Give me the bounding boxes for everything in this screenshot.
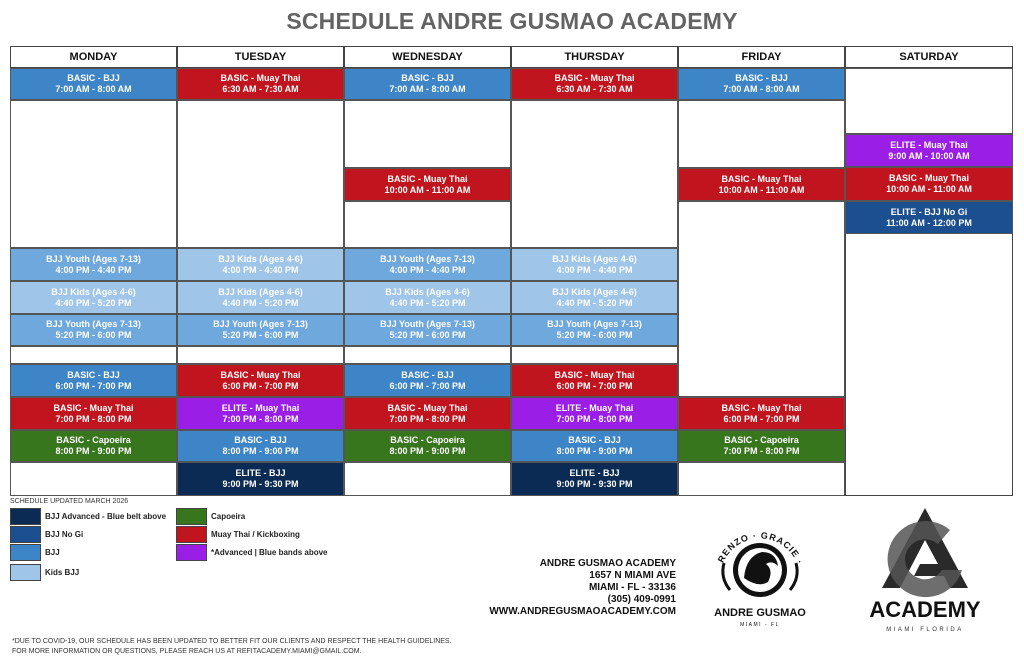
class-time: 7:00 PM - 8:00 PM [55, 413, 132, 424]
logo-arc-text: RENZO · GRACIE · [715, 530, 806, 567]
legend-item [10, 508, 166, 525]
class-block [511, 314, 678, 346]
class-time: 10:00 AM - 11:00 AM [718, 184, 805, 195]
class-name: BASIC - Capoeira [724, 435, 799, 445]
legend-label: Capoeira [211, 512, 246, 521]
class-name: BJJ Kids (Ages 4-6) [385, 286, 470, 297]
legend-swatch [176, 508, 207, 525]
class-block [678, 68, 845, 100]
class-block [678, 397, 845, 430]
class-time: 6:00 PM - 7:00 PM [723, 413, 800, 424]
class-name: BJJ Kids (Ages 4-6) [218, 253, 303, 264]
class-name: BASIC - Muay Thai [888, 173, 969, 183]
class-block [845, 134, 1013, 167]
class-block [177, 364, 344, 397]
legend-label: BJJ No Gi [45, 530, 84, 539]
day-header-saturday: SATURDAY [845, 46, 1013, 68]
class-block [344, 248, 511, 281]
logo-name-text: ANDRE GUSMAO [714, 607, 806, 619]
empty-slot [678, 201, 845, 397]
legend-item [10, 526, 83, 543]
class-block [177, 430, 344, 462]
class-name: BASIC - Capoeira [56, 435, 131, 445]
class-time: 4:40 PM - 5:20 PM [222, 297, 299, 308]
class-block [511, 397, 678, 430]
class-block [511, 281, 678, 314]
class-time: 6:00 PM - 7:00 PM [222, 380, 299, 391]
logo-location-text: MIAMI FLORIDA [886, 627, 964, 633]
class-name: BASIC - BJJ [401, 369, 454, 380]
class-block [177, 314, 344, 346]
class-time: 7:00 AM - 8:00 AM [55, 84, 132, 94]
legend-item [176, 508, 245, 525]
schedule-updated-note: SCHEDULE UPDATED MARCH 2026 [10, 498, 129, 505]
city: MIAMI - FL - 33136 [588, 582, 676, 593]
class-block [10, 314, 177, 346]
class-block [344, 430, 511, 462]
class-time: 9:00 AM - 10:00 AM [888, 150, 970, 161]
class-name: BASIC - BJJ [67, 369, 120, 380]
class-block [511, 364, 678, 397]
class-time: 8:00 PM - 9:00 PM [55, 446, 132, 456]
class-time: 7:00 AM - 8:00 AM [389, 84, 466, 94]
legend-swatch [10, 526, 41, 543]
empty-slot [10, 100, 177, 248]
academy-address [470, 558, 676, 618]
class-name: BASIC - BJJ [401, 73, 454, 83]
empty-slot [10, 346, 177, 364]
legend-label: BJJ [45, 548, 60, 557]
street: 1657 N MIAMI AVE [589, 570, 676, 581]
class-name: ELITE - BJJ [569, 468, 620, 478]
academy-name: ANDRE GUSMAO ACADEMY [539, 558, 676, 569]
ag-monogram-icon [850, 500, 1000, 640]
empty-slot [678, 462, 845, 496]
class-time: 8:00 PM - 9:00 PM [389, 446, 466, 456]
class-name: BASIC - Capoeira [390, 435, 465, 445]
class-time: 6:00 PM - 7:00 PM [556, 380, 633, 391]
class-time: 5:20 PM - 6:00 PM [55, 330, 132, 340]
class-block [177, 281, 344, 314]
class-block [177, 248, 344, 281]
class-block [10, 364, 177, 397]
class-name: BJJ Kids (Ages 4-6) [51, 286, 136, 297]
class-block [511, 68, 678, 100]
class-name: BASIC - BJJ [568, 435, 621, 445]
class-name: BASIC - Muay Thai [554, 369, 635, 380]
schedule-grid [10, 46, 1013, 496]
class-time: 4:40 PM - 5:20 PM [55, 297, 132, 308]
day-header-tuesday: TUESDAY [177, 46, 344, 68]
class-time: 10:00 AM - 11:00 AM [384, 184, 471, 195]
class-time: 10:00 AM - 11:00 AM [886, 184, 972, 194]
class-name: ELITE - Muay Thai [221, 402, 300, 413]
class-time: 4:00 PM - 4:40 PM [222, 264, 299, 275]
class-block [344, 314, 511, 346]
class-block [845, 201, 1013, 234]
class-time: 7:00 PM - 8:00 PM [222, 413, 299, 424]
class-time: 6:30 AM - 7:30 AM [222, 84, 299, 94]
empty-slot [344, 346, 511, 364]
legend-item [10, 564, 79, 581]
class-name: BASIC - BJJ [234, 435, 287, 445]
class-name: BJJ Youth (Ages 7-13) [380, 253, 475, 264]
class-time: 6:30 AM - 7:30 AM [556, 84, 633, 94]
page-title: SCHEDULE ANDRE GUSMAO ACADEMY [286, 8, 738, 34]
day-header-wednesday: WEDNESDAY [344, 46, 511, 68]
legend-swatch [10, 564, 41, 581]
class-name: BJJ Kids (Ages 4-6) [552, 253, 637, 264]
class-time: 6:00 PM - 7:00 PM [389, 380, 466, 391]
legend-label: Muay Thai / Kickboxing [211, 530, 300, 539]
class-block [344, 281, 511, 314]
class-name: BJJ Youth (Ages 7-13) [547, 319, 642, 329]
class-name: BJJ Kids (Ages 4-6) [552, 286, 637, 297]
legend-item [176, 544, 328, 561]
empty-slot [10, 462, 177, 496]
class-time: 11:00 AM - 12:00 PM [886, 217, 972, 228]
class-block [177, 397, 344, 430]
covid-notice: *DUE TO COVID-19, OUR SCHEDULE HAS BEEN UPDATED TO BETTER FIT OUR CLIENTS AND RESPECT THE HEALTH GUIDELINES. [12, 638, 452, 645]
class-name: BASIC - Muay Thai [220, 73, 301, 83]
class-name: BJJ Youth (Ages 7-13) [213, 319, 308, 329]
empty-slot [344, 462, 511, 496]
class-time: 5:20 PM - 6:00 PM [222, 330, 299, 340]
class-name: BASIC - Muay Thai [721, 402, 802, 413]
class-name: BASIC - BJJ [67, 73, 120, 83]
class-time: 4:40 PM - 5:20 PM [389, 297, 466, 308]
class-name: BASIC - BJJ [735, 73, 788, 83]
class-block [511, 462, 678, 496]
empty-slot [678, 100, 845, 168]
legend-label: Kids BJJ [45, 568, 80, 577]
class-block [344, 397, 511, 430]
renzo-gracie-logo [700, 508, 820, 633]
phone: (305) 409-0991 [607, 594, 676, 605]
website-link[interactable]: WWW.ANDREGUSMAOACADEMY.COM [489, 606, 676, 617]
class-name: BASIC - Muay Thai [721, 173, 802, 184]
class-time: 6:00 PM - 7:00 PM [55, 380, 132, 391]
class-block [511, 248, 678, 281]
class-time: 4:00 PM - 4:40 PM [389, 264, 466, 275]
empty-slot [511, 100, 678, 248]
class-time: 9:00 PM - 9:30 PM [556, 479, 633, 489]
logo-sub-text: MIAMI - FL [740, 622, 780, 628]
class-name: BASIC - Muay Thai [554, 73, 635, 83]
class-block [10, 430, 177, 462]
class-block [10, 281, 177, 314]
class-time: 5:20 PM - 6:00 PM [389, 330, 466, 340]
class-time: 9:00 PM - 9:30 PM [222, 479, 299, 489]
day-header-thursday: THURSDAY [511, 46, 678, 68]
class-name: ELITE - Muay Thai [555, 402, 634, 413]
class-name: ELITE - BJJ No Gi [890, 206, 968, 217]
class-block [511, 430, 678, 462]
legend-item [176, 526, 300, 543]
class-block [177, 68, 344, 100]
day-header-friday: FRIDAY [678, 46, 845, 68]
day-header-monday: MONDAY [10, 46, 177, 68]
panther-emblem-icon [700, 508, 820, 633]
class-time: 4:00 PM - 4:40 PM [556, 264, 633, 275]
class-block [344, 364, 511, 397]
empty-slot [845, 68, 1013, 134]
class-time: 5:20 PM - 6:00 PM [556, 330, 633, 340]
class-block [177, 462, 344, 496]
class-time: 7:00 PM - 8:00 PM [389, 413, 466, 424]
class-time: 7:00 AM - 8:00 AM [723, 84, 800, 94]
class-time: 4:00 PM - 4:40 PM [55, 264, 132, 275]
legend-swatch [176, 526, 207, 543]
class-block [678, 430, 845, 462]
class-time: 7:00 PM - 8:00 PM [556, 413, 633, 424]
class-name: BASIC - Muay Thai [220, 369, 301, 380]
legend-swatch [176, 544, 207, 561]
contact-notice: FOR MORE INFORMATION OR QUESTIONS, PLEASE REACH US AT REFITACADEMY.MIAMI@GMAIL.COM. [12, 648, 362, 655]
empty-slot [177, 346, 344, 364]
legend-label: *Advanced | Blue bands above [211, 548, 328, 557]
class-block [678, 168, 845, 201]
class-time: 7:00 PM - 8:00 PM [723, 446, 800, 456]
class-name: BJJ Kids (Ages 4-6) [218, 286, 303, 297]
class-time: 8:00 PM - 9:00 PM [556, 446, 633, 456]
logo-academy-text: ACADEMY [869, 597, 981, 622]
class-block [344, 168, 511, 201]
ag-academy-logo [850, 500, 1000, 640]
class-block [10, 68, 177, 100]
empty-slot [511, 346, 678, 364]
legend-item [10, 544, 60, 561]
class-block [845, 167, 1013, 201]
class-name: BJJ Youth (Ages 7-13) [46, 319, 141, 329]
class-name: BASIC - Muay Thai [53, 402, 134, 413]
class-name: BJJ Youth (Ages 7-13) [380, 319, 475, 329]
legend-swatch [10, 508, 41, 525]
class-time: 4:40 PM - 5:20 PM [556, 297, 633, 308]
class-block [344, 68, 511, 100]
class-block [10, 397, 177, 430]
legend-swatch [10, 544, 41, 561]
empty-slot [177, 100, 344, 248]
class-name: BASIC - Muay Thai [387, 402, 468, 413]
class-name: ELITE - BJJ [235, 468, 286, 478]
class-name: ELITE - Muay Thai [890, 139, 968, 150]
empty-slot [344, 100, 511, 168]
class-name: BASIC - Muay Thai [387, 173, 468, 184]
class-name: BJJ Youth (Ages 7-13) [46, 253, 141, 264]
class-block [10, 248, 177, 281]
class-time: 8:00 PM - 9:00 PM [222, 446, 299, 456]
legend-label: BJJ Advanced - Blue belt above [45, 512, 167, 521]
empty-slot [344, 201, 511, 248]
